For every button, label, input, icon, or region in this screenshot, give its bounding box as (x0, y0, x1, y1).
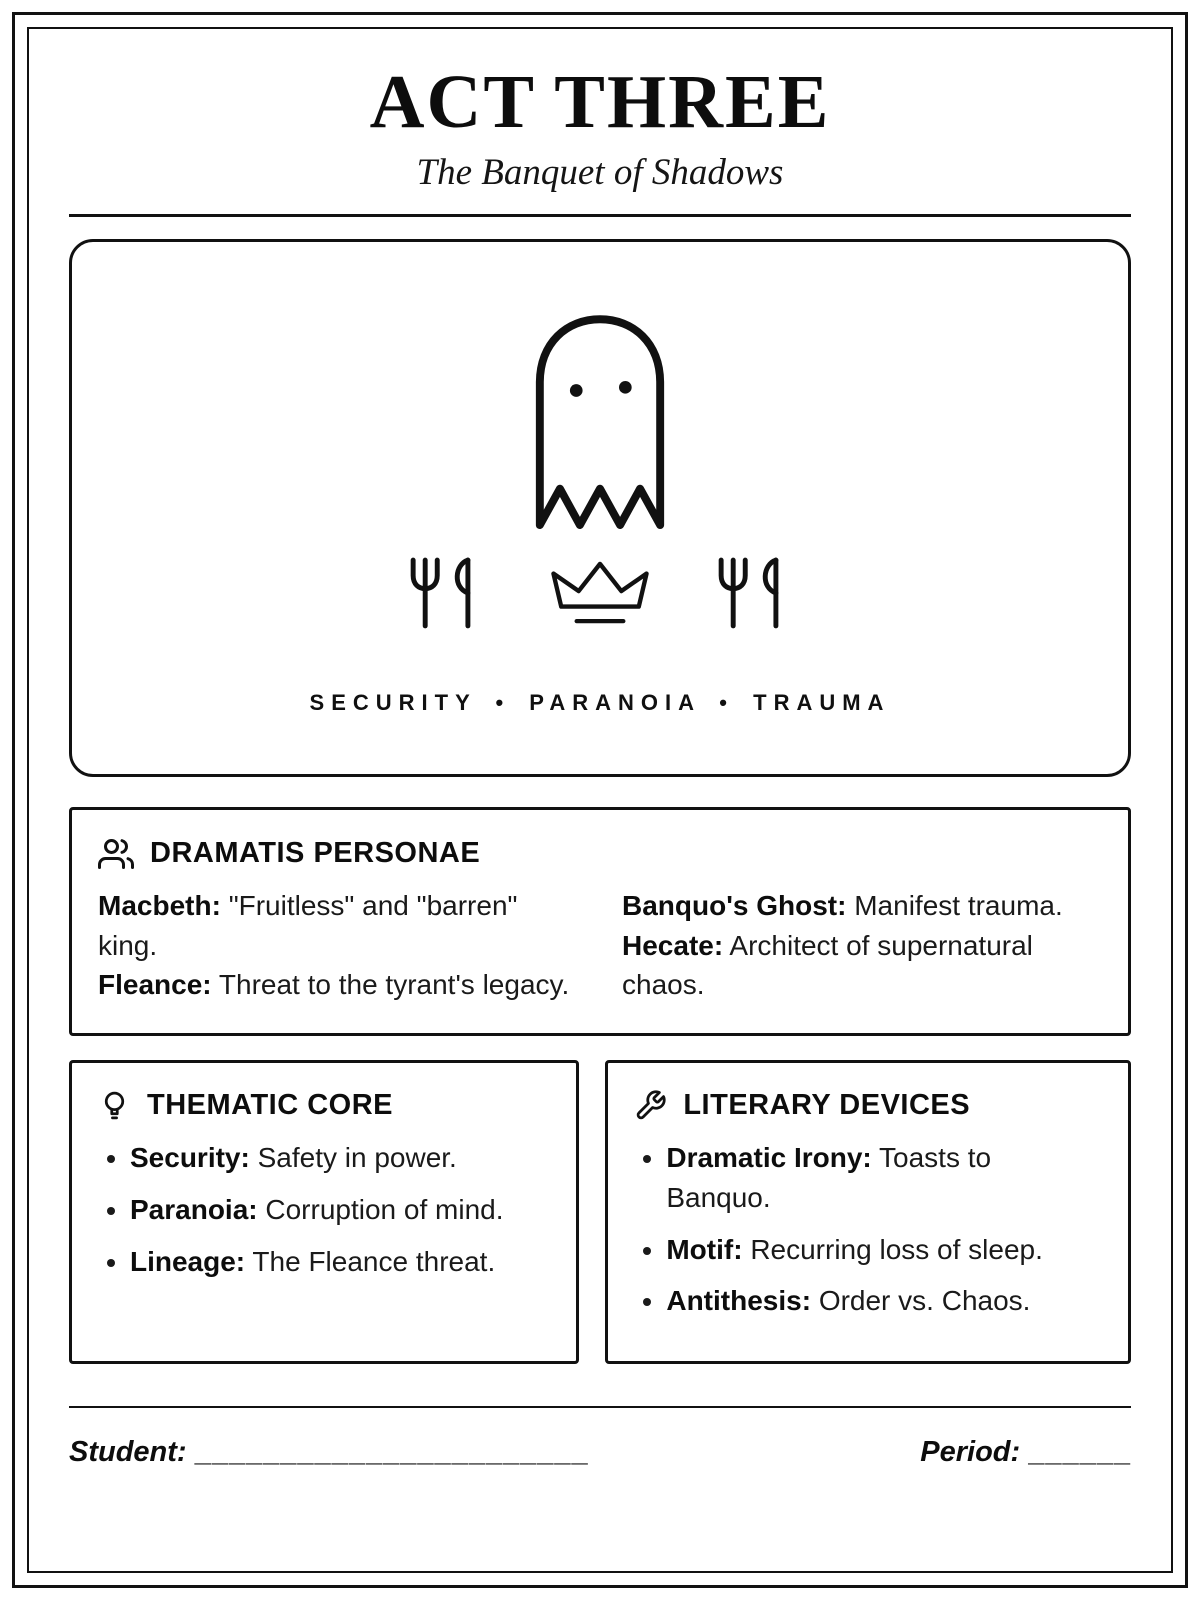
ghost-icon (505, 300, 695, 538)
footer (69, 1406, 1131, 1469)
dramatis-personae-title: DRAMATIS PERSONAE (150, 837, 481, 870)
period-label: Period: (920, 1436, 1021, 1469)
thematic-list (98, 1138, 550, 1281)
page-subtitle: The Banquet of Shadows (416, 151, 784, 193)
content-area (29, 29, 1171, 1571)
motif-row (400, 548, 800, 638)
fork-knife-icon (400, 549, 492, 637)
dramatis-personae-header (98, 836, 1102, 872)
personae-grid (98, 886, 1102, 1005)
list-item: • Antithesis: Order vs. Chaos. (666, 1281, 1102, 1321)
list-item: • Motif: Recurring loss of sleep. (666, 1230, 1102, 1270)
page-title: ACT THREE (369, 60, 831, 144)
list-item: • Security: Safety in power. (130, 1138, 550, 1178)
fork-knife-icon (708, 549, 800, 637)
student-field (69, 1436, 589, 1469)
student-blank-line: _______________________ (194, 1436, 589, 1469)
list-item: • Paranoia: Corruption of mind. (130, 1190, 550, 1230)
users-icon (98, 836, 134, 872)
thematic-core-header (98, 1089, 550, 1122)
list-item: • Lineage: The Fleance threat. (130, 1242, 550, 1282)
header-divider (69, 214, 1131, 217)
theme-caption: SECURITY • PARANOIA • TRAUMA (309, 689, 891, 715)
list-item: • Dramatic Irony: Toasts to Banquo. (666, 1138, 1102, 1218)
literary-devices-header (634, 1089, 1102, 1122)
literary-devices-panel (605, 1060, 1131, 1364)
period-field (920, 1436, 1131, 1469)
wrench-icon (634, 1089, 667, 1122)
period-blank-line: ______ (1028, 1436, 1131, 1469)
devices-list (634, 1138, 1102, 1321)
character-entry: Macbeth: "Fruitless" and "barren" king. (98, 889, 518, 961)
character-entry: Hecate: Architect of supernatural chaos. (622, 929, 1033, 1001)
character-entry: Banquo's Ghost: Manifest trauma. (622, 889, 1063, 921)
character-entry: Fleance: Threat to the tyrant's legacy. (98, 969, 570, 1001)
personae-column-left (98, 886, 578, 1005)
hero-panel (69, 239, 1131, 777)
header (69, 60, 1131, 217)
thematic-core-title: THEMATIC CORE (147, 1089, 394, 1122)
crown-icon (536, 548, 664, 638)
dramatis-personae-panel (69, 807, 1131, 1036)
student-label: Student: (69, 1436, 187, 1469)
footer-divider (69, 1406, 1131, 1408)
thematic-core-panel (69, 1060, 579, 1364)
literary-devices-title: LITERARY DEVICES (683, 1089, 971, 1122)
lightbulb-icon (98, 1089, 131, 1122)
lower-panels (69, 1060, 1131, 1364)
personae-column-right (622, 886, 1102, 1005)
